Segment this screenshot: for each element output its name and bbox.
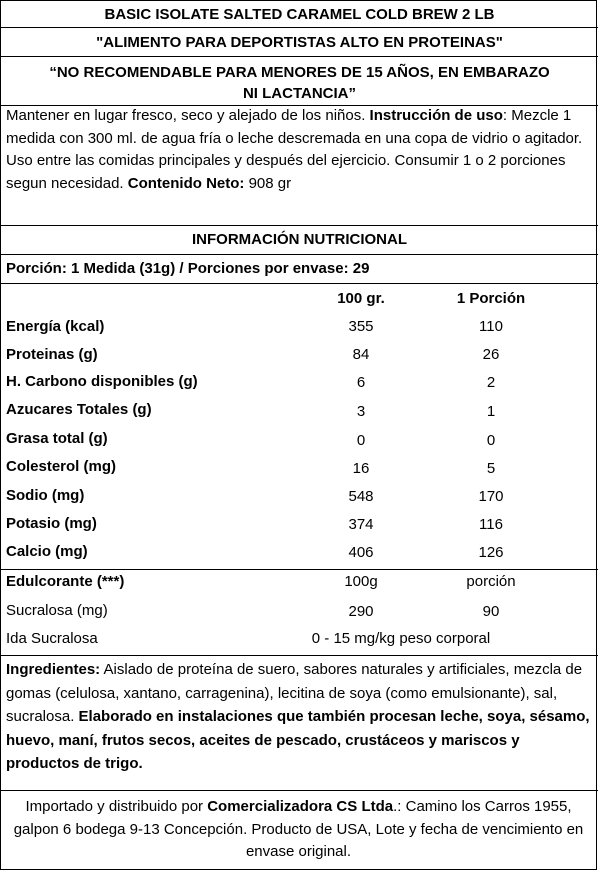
divider (1, 254, 598, 255)
divider (1, 225, 598, 226)
divider (1, 790, 598, 791)
nutrient-value-100g: 3 (356, 403, 366, 420)
divider (1, 283, 598, 284)
ingredients-text: Aislado de proteína de suero, sabores naturales y artificiales, mezcla de gomas (celulosa, xantano, carragenina), lecitina de soya (como emulsionante), sal, sucralosa. (6, 661, 583, 725)
nutrient-name: Grasa total (g) (6, 430, 108, 447)
ida-label: Ida Sucralosa (6, 630, 98, 647)
divider (1, 569, 598, 570)
importer-company: Comercializadora CS Ltda (207, 798, 394, 815)
nutrient-value-100g: 6 (356, 374, 366, 391)
nutrient-value-portion: 116 (479, 516, 503, 533)
nutrient-value-100g: 548 (348, 488, 374, 505)
net-content-label: Contenido Neto: (127, 174, 245, 192)
nutrient-value-100g: 374 (348, 516, 374, 533)
portion-info: Porción: 1 Medida (31g) / Porciones por envase: 29 (6, 260, 370, 277)
ingredients (6, 658, 591, 776)
nutrient-name: Calcio (mg) (6, 543, 88, 560)
nutrient-name: Proteinas (g) (6, 346, 98, 363)
nutrient-value-portion: 0 (486, 432, 496, 449)
nutrient-value-portion: 170 (478, 488, 504, 505)
nutrient-name: Azucares Totales (g) (6, 401, 152, 418)
nutrient-value-100g: 84 (352, 346, 370, 363)
ingredients-label: Ingredientes: (6, 661, 101, 678)
nutrient-name: H. Carbono disponibles (g) (6, 373, 198, 390)
nutrient-value-portion: 5 (486, 460, 496, 477)
nutrient-value-100g: 355 (348, 318, 374, 335)
usage-instructions (6, 105, 591, 195)
ida-value: 0 - 15 mg/kg peso corporal (311, 630, 491, 647)
nutrient-name: Energía (kcal) (6, 318, 105, 335)
instruction-text: : Mezcle 1 medida con 300 ml. de agua fría o leche descremada en una copa de vidrio o agitador. Uso entre las comidas principales y después del ejercicio. Consumir 1 o 2 porciones segun necesidad. (6, 107, 583, 192)
sweetener-col-100g: 100g (344, 573, 378, 590)
importer-prefix: Importado y distribuido por (25, 798, 208, 815)
nutrient-value-100g: 406 (348, 544, 374, 561)
nutrient-value-portion: 126 (478, 544, 504, 561)
divider (1, 655, 598, 656)
instruction-label: Instrucción de uso (369, 107, 503, 124)
nutrient-value-portion: 1 (486, 403, 496, 420)
net-content-value: 908 gr (244, 174, 292, 192)
nutrient-value-portion: 26 (482, 346, 500, 363)
nutrient-name: Colesterol (mg) (6, 458, 117, 475)
nutrient-value-portion: 2 (486, 374, 496, 391)
nutrient-value-100g: 0 (356, 432, 366, 449)
sweetener-name: Sucralosa (mg) (6, 602, 108, 619)
nutrient-value-100g: 16 (352, 460, 370, 477)
importer-details: .: Camino los Carros 1955, galpon 6 bodega 9-13 Concepción. Producto de USA, Lote y fecha de vencimiento en envase original. (13, 798, 584, 860)
importer-info (6, 796, 591, 864)
product-subtitle: "ALIMENTO PARA DEPORTISTAS ALTO EN PROTEINAS" (96, 34, 503, 51)
sweetener-label: Edulcorante (***) (6, 573, 125, 590)
product-title: BASIC ISOLATE SALTED CARAMEL COLD BREW 2 LB (104, 6, 495, 23)
age-warning: “NO RECOMENDABLE PARA MENORES DE 15 AÑOS, EN EMBARAZO NI LACTANCIA” (49, 64, 550, 102)
nutrient-name: Potasio (mg) (6, 515, 97, 532)
col-header-100g: 100 gr. (337, 290, 385, 307)
sweetener-col-portion: porción (466, 573, 516, 590)
nutrient-value-portion: 110 (479, 318, 503, 335)
allergen-warning: Elaborado en instalaciones que también procesan leche, soya, sésamo, huevo, maní, frutos secos, aceites de pescado, crustáceos y mariscos y productos de trigo. (6, 708, 590, 772)
nutrient-name: Sodio (mg) (6, 487, 85, 504)
sweetener-value-100g: 290 (348, 603, 374, 620)
col-header-portion: 1 Porción (456, 290, 526, 307)
sweetener-value-portion: 90 (482, 603, 500, 620)
divider (1, 27, 598, 28)
divider (1, 56, 598, 57)
nutrition-heading: INFORMACIÓN NUTRICIONAL (192, 231, 407, 248)
storage-text: Mantener en lugar fresco, seco y alejado de los niños. (6, 107, 370, 124)
